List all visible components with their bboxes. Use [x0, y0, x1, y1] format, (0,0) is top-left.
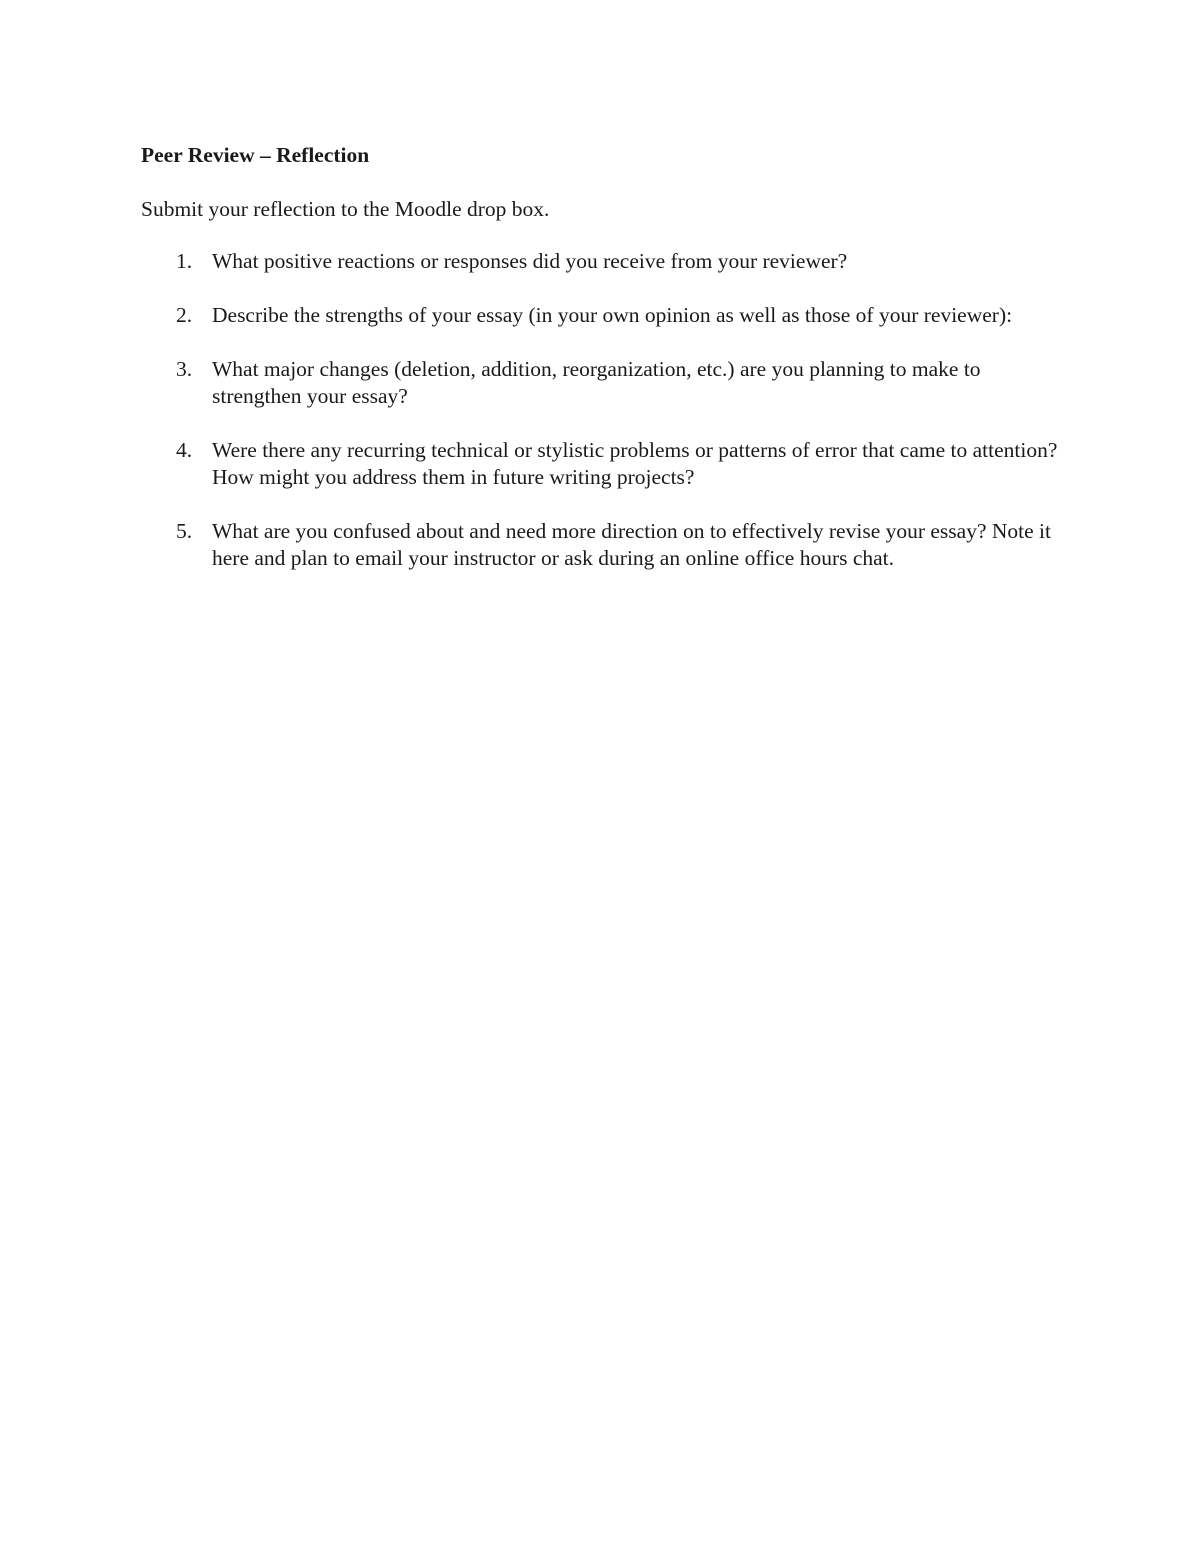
question-text: Describe the strengths of your essay (in your own opinion as well as those of your reviewer):	[212, 303, 1013, 327]
question-item	[141, 302, 1061, 329]
question-item	[141, 248, 1061, 275]
intro-text: Submit your reflection to the Moodle drop box.	[141, 197, 550, 221]
document-body	[141, 140, 1061, 599]
question-number: 4.	[176, 438, 193, 462]
question-number: 1.	[176, 249, 193, 273]
question-text: What positive reactions or responses did you receive from your reviewer?	[212, 249, 848, 273]
question-item	[141, 437, 1061, 491]
question-text: What major changes (deletion, addition, reorganization, etc.) are you planning to make to strengthen your essay?	[212, 357, 981, 408]
question-item	[141, 356, 1061, 410]
question-number: 2.	[176, 303, 193, 327]
question-text: Were there any recurring technical or stylistic problems or patterns of error that came to attention? How might you address them in future writing projects?	[212, 438, 1058, 489]
question-item	[141, 518, 1061, 572]
question-number: 3.	[176, 357, 193, 381]
question-text: What are you confused about and need more direction on to effectively revise your essay? Note it here and plan to email your instructor or ask during an online office hours chat.	[212, 519, 1051, 570]
document-title: Peer Review – Reflection	[141, 143, 370, 167]
question-list	[141, 248, 1061, 572]
question-number: 5.	[176, 519, 193, 543]
